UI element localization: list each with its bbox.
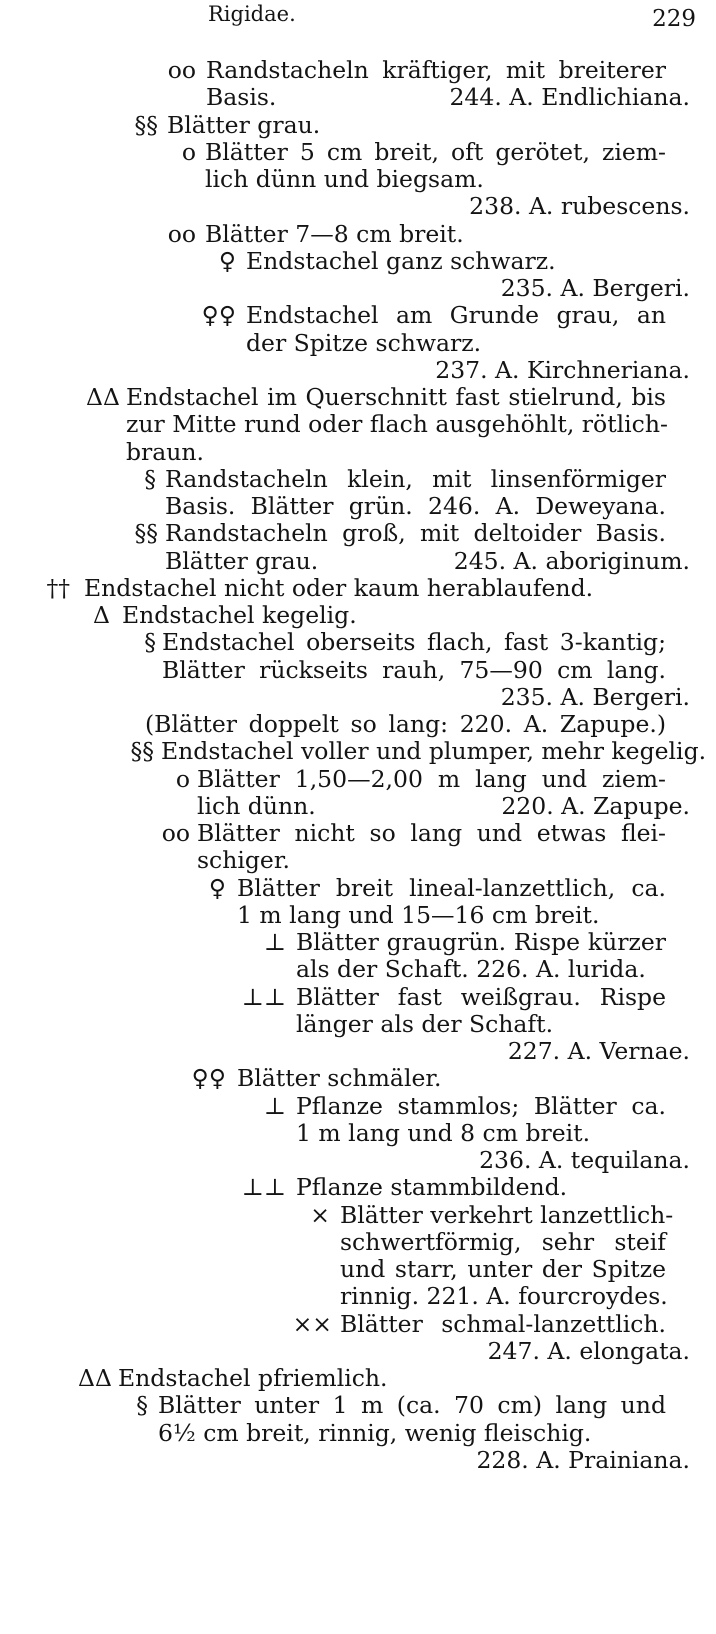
key-line	[0, 84, 716, 111]
key-text: Blätter grau.	[167, 110, 321, 139]
key-line	[0, 929, 716, 956]
key-text: schwertförmig, sehr steif	[340, 1227, 666, 1256]
species-entry: 237. A. Kirchneriana.	[435, 355, 690, 384]
key-text: Blätter nicht so lang und etwas flei-	[197, 819, 666, 847]
key-line	[0, 1283, 716, 1310]
key-text: Blätter unter 1 m (ca. 70 cm) lang und	[158, 1391, 666, 1420]
key-text: Blätter 5 cm breit, oft gerötet, ziem-	[205, 137, 666, 166]
key-line	[0, 1147, 716, 1174]
key-line	[0, 302, 716, 329]
key-line	[0, 847, 716, 874]
key-text: Randstacheln groß, mit deltoider Basis.	[165, 519, 666, 548]
running-head: Rigidae.	[208, 2, 296, 26]
key-line	[0, 1120, 716, 1147]
key-text: Endstachel ganz schwarz.	[246, 246, 556, 275]
species-entry: 236. A. tequilana.	[479, 1146, 690, 1174]
key-line	[0, 1311, 716, 1338]
key-text: Blätter 7—8 cm breit.	[205, 219, 464, 248]
key-marker: ΔΔ	[78, 1364, 112, 1392]
key-line	[0, 1365, 716, 1392]
key-line	[0, 439, 716, 466]
species-entry: 228. A. Prainiana.	[476, 1445, 690, 1474]
key-line	[0, 1093, 716, 1120]
key-text: zur Mitte rund oder flach ausgehöhlt, rötlich-	[126, 410, 668, 439]
key-text: Blätter verkehrt lanzettlich-	[340, 1200, 674, 1229]
key-marker: ΔΔ	[86, 383, 120, 411]
key-marker: oo	[161, 819, 190, 847]
key-text: Endstachel nicht oder kaum herablaufend.	[84, 573, 594, 602]
key-line	[0, 166, 716, 193]
key-text: Endstachel im Querschnitt fast stielrund, bis	[126, 383, 666, 411]
species-entry: 238. A. rubescens.	[469, 192, 690, 221]
key-line	[0, 629, 716, 656]
key-text: Blätter schmal-lanzettlich.	[340, 1309, 666, 1338]
key-line	[0, 1338, 716, 1365]
key-marker: ⊥⊥	[241, 1173, 286, 1202]
key-text: Blätter rückseits rauh, 75—90 cm lang.	[162, 655, 666, 684]
key-line	[0, 330, 716, 357]
key-text: Basis.	[206, 83, 277, 112]
key-line	[0, 602, 716, 629]
key-marker: §	[144, 628, 156, 657]
key-text: Blätter fast weißgrau. Rispe	[296, 982, 666, 1011]
key-marker: ⊥⊥	[241, 982, 286, 1011]
identification-key	[0, 57, 716, 1474]
key-line	[0, 820, 716, 847]
key-marker: ⊥	[263, 1091, 286, 1120]
key-line	[0, 1392, 716, 1419]
key-line	[0, 548, 716, 575]
key-text: rinnig. 221. A. fourcroydes.	[340, 1282, 668, 1311]
key-text: Blätter graugrün. Rispe kürzer	[296, 928, 666, 956]
key-marker: ♀♀	[201, 301, 236, 330]
key-text: Pflanze stammbildend.	[296, 1173, 568, 1202]
key-marker: o	[175, 764, 190, 793]
key-line	[0, 1174, 716, 1201]
key-line	[0, 493, 716, 520]
page-number: 229	[652, 6, 696, 32]
key-marker: ♀♀	[191, 1064, 226, 1093]
key-marker: oo	[167, 219, 196, 248]
key-line	[0, 357, 716, 384]
key-line	[0, 875, 716, 902]
key-line	[0, 1256, 716, 1283]
key-text: Blätter breit lineal-lanzettlich, ca.	[237, 873, 666, 902]
species-entry: 235. A. Bergeri.	[500, 682, 690, 711]
key-line	[0, 275, 716, 302]
key-marker: oo	[167, 56, 196, 84]
key-text: schiger.	[197, 846, 290, 875]
key-line	[0, 984, 716, 1011]
key-marker: Δ	[93, 601, 110, 629]
key-text: Basis. Blätter grün. 246. A. Deweyana.	[165, 492, 666, 520]
key-marker: ⊥	[263, 928, 286, 956]
key-text: lich dünn.	[197, 791, 316, 820]
key-line	[0, 1011, 716, 1038]
key-marker: §§	[134, 110, 158, 139]
key-text: und starr, unter der Spitze	[340, 1255, 666, 1283]
species-entry: 244. A. Endlichiana.	[449, 83, 690, 112]
key-line	[0, 1065, 716, 1092]
species-entry: 220. A. Zapupe.	[501, 791, 690, 820]
key-line	[0, 956, 716, 983]
key-line	[0, 139, 716, 166]
key-text: der Spitze schwarz.	[246, 328, 482, 357]
key-line	[0, 466, 716, 493]
key-text: länger als der Schaft.	[296, 1009, 554, 1038]
key-line	[0, 684, 716, 711]
key-text: Endstachel oberseits flach, fast 3-kantig;	[162, 628, 666, 657]
key-line	[0, 411, 716, 438]
species-entry: 227. A. Vernae.	[507, 1037, 690, 1065]
key-text: Pflanze stammlos; Blätter ca.	[296, 1091, 666, 1120]
key-line	[0, 112, 716, 139]
key-line	[0, 221, 716, 248]
key-text: Blätter grau.	[165, 546, 319, 575]
key-marker: ††	[46, 573, 70, 602]
key-text: Endstachel voller und plumper, mehr kegelig.	[161, 737, 707, 766]
key-marker: ♀	[208, 873, 226, 902]
key-line	[0, 902, 716, 929]
key-marker: ××	[292, 1309, 332, 1338]
key-marker: o	[181, 137, 196, 166]
key-marker: ♀	[218, 246, 236, 275]
key-line	[0, 766, 716, 793]
key-line	[0, 520, 716, 547]
key-line	[0, 575, 716, 602]
key-text: braun.	[126, 437, 205, 466]
key-line	[0, 384, 716, 411]
key-text: als der Schaft. 226. A. lurida.	[296, 955, 646, 984]
key-line	[0, 193, 716, 220]
species-entry: 247. A. elongata.	[487, 1336, 690, 1365]
key-text: Blätter schmäler.	[237, 1064, 442, 1093]
key-marker: §§	[134, 519, 158, 548]
key-line	[0, 1447, 716, 1474]
species-entry: 245. A. aboriginum.	[453, 546, 690, 575]
key-text: Endstachel pfriemlich.	[118, 1364, 388, 1392]
key-line	[0, 57, 716, 84]
key-line	[0, 1229, 716, 1256]
species-entry: 235. A. Bergeri.	[500, 274, 690, 302]
key-line	[0, 248, 716, 275]
key-line	[0, 1202, 716, 1229]
key-line	[0, 738, 716, 765]
key-text: 1 m lang und 15—16 cm breit.	[237, 900, 600, 929]
key-text: Endstachel kegelig.	[122, 601, 357, 629]
key-text: 1 m lang und 8 cm breit.	[296, 1118, 591, 1147]
key-text: Randstacheln kräftiger, mit breiterer	[206, 56, 666, 84]
key-line	[0, 793, 716, 820]
key-text: Blätter 1,50—2,00 m lang und ziem-	[197, 764, 666, 793]
key-marker: §	[144, 464, 156, 493]
key-line	[0, 711, 716, 738]
key-note: (Blätter doppelt so lang: 220. A. Zapupe.)	[145, 710, 666, 738]
key-text: 6½ cm breit, rinnig, wenig fleischig.	[158, 1418, 592, 1447]
key-line	[0, 1038, 716, 1065]
key-text: Endstachel am Grunde grau, an	[246, 301, 666, 330]
key-marker: ×	[310, 1200, 330, 1229]
key-marker: §	[136, 1391, 148, 1420]
key-marker: §§	[130, 737, 154, 766]
key-line	[0, 657, 716, 684]
key-text: lich dünn und biegsam.	[205, 165, 484, 193]
key-line	[0, 1420, 716, 1447]
key-text: Randstacheln klein, mit linsenförmiger	[165, 464, 666, 493]
